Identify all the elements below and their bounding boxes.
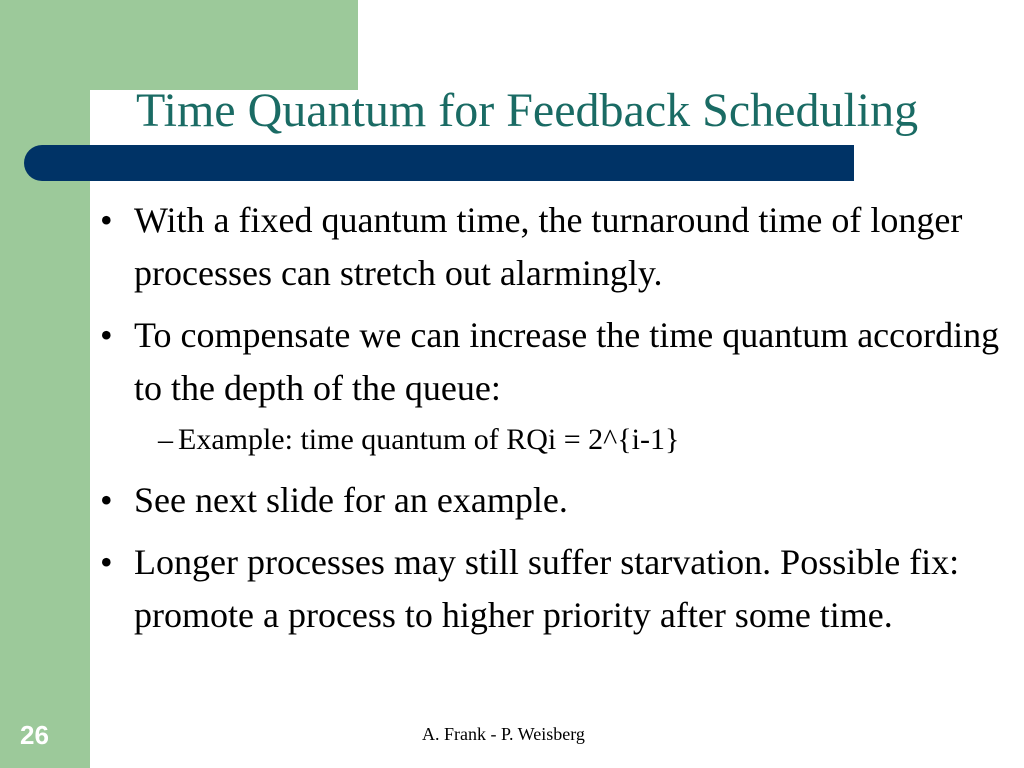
slide-title: Time Quantum for Feedback Scheduling [136, 84, 919, 137]
footer-author: A. Frank - P. Weisberg [422, 724, 585, 744]
sub-bullet-text: Example: time quantum of RQi = 2^{i-1} [178, 423, 680, 456]
bullet-text: To compensate we can increase the time quantum according to the depth of the queue: [134, 315, 1000, 408]
sub-bullet-marker: – [158, 423, 173, 456]
bullet-item [96, 536, 1012, 642]
bullet-text: See next slide for an example. [134, 480, 568, 520]
bullet-text: With a fixed quantum time, the turnaround time of longer processes can stretch out alarmingly. [134, 200, 963, 293]
bullet-marker: • [100, 480, 113, 520]
bullet-marker: • [100, 200, 113, 240]
title-underline-bar [24, 145, 854, 181]
bullet-item [96, 309, 1012, 415]
bullet-item [96, 474, 1012, 527]
slide-body [96, 194, 1012, 651]
slide-number: 26 [20, 720, 49, 750]
green-left-band [0, 0, 90, 768]
bullet-marker: • [100, 542, 113, 582]
bullet-marker: • [100, 315, 113, 355]
bullet-text: Longer processes may still suffer starvation. Possible fix: promote a process to higher priority after some time. [134, 542, 960, 635]
bullet-item [96, 194, 1012, 300]
sub-bullet-item [96, 418, 1012, 462]
